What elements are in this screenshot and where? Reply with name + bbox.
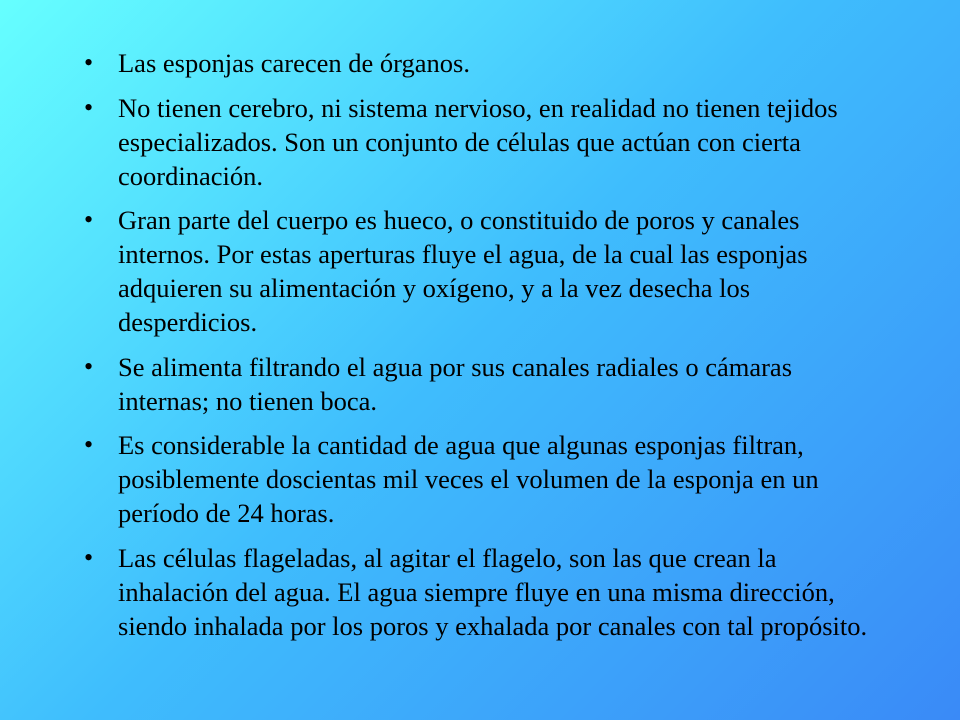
- bullet-item-sin-organos: [80, 46, 880, 80]
- bullet-item-alimentacion: [80, 350, 880, 418]
- bullet-text: Es considerable la cantidad de agua que algunas esponjas filtran, posiblemente doscientas mil veces el volumen de la esponja en un período de 24 horas.: [118, 430, 819, 528]
- bullet-item-filtracion: [80, 428, 880, 530]
- bullet-item-cuerpo-hueco: [80, 203, 880, 339]
- bullet-item-celulas-flageladas: [80, 541, 880, 643]
- bullet-dot-icon: •: [84, 351, 94, 381]
- bullet-dot-icon: •: [84, 542, 94, 572]
- bullet-dot-icon: •: [84, 205, 94, 234]
- bullet-text: No tienen cerebro, ni sistema nervioso, en realidad no tienen tejidos especializados. Son un conjunto de células que actúan con cierta coordinación.: [118, 92, 838, 191]
- bullet-dot-icon: •: [84, 92, 94, 122]
- bullet-text: Se alimenta filtrando el agua por sus canales radiales o cámaras internas; no tienen boca.: [118, 351, 793, 416]
- bullet-item-sin-cerebro: [80, 91, 880, 193]
- bullet-list: [80, 46, 880, 643]
- bullet-dot-icon: •: [84, 48, 94, 77]
- bullet-text: Gran parte del cuerpo es hueco, o constituido de poros y canales internos. Por estas aperturas fluye el agua, de la cual las esponjas adquieren su alimentación y oxígeno, y a la vez desecha los desperdicios.: [118, 205, 808, 337]
- bullet-text: Las células flageladas, al agitar el flagelo, son las que crean la inhalación del agua. El agua siempre fluye en una misma dirección, siendo inhalada por los poros y exhalada por canales con tal propósito.: [118, 542, 868, 641]
- bullet-text: Las esponjas carecen de órganos.: [118, 48, 470, 78]
- bullet-dot-icon: •: [84, 430, 94, 459]
